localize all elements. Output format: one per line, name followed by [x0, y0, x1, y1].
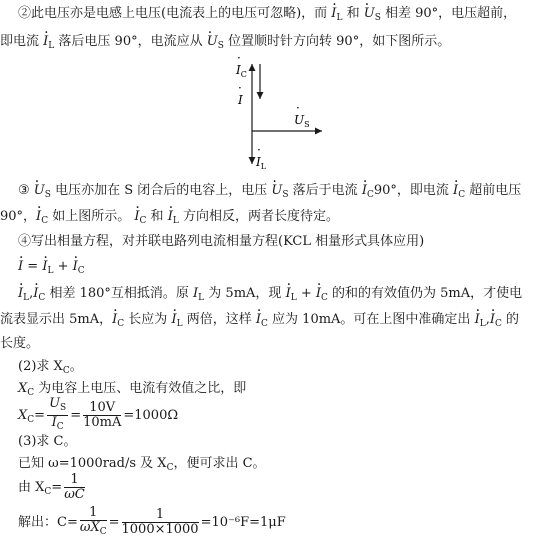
kcl-equation: · I = · $I_L$ + · $I_C$	[18, 259, 85, 279]
il-rms: $I_L$	[193, 286, 205, 303]
text: 电压亦加在 S 闭合后的电容上，电压	[55, 183, 268, 198]
phasor-il: · $I_L$	[331, 6, 342, 26]
text: 和	[346, 6, 360, 21]
text: 的和的有效值仍为 5mA，才使电	[332, 286, 523, 301]
para-4-line-3: 长度。	[0, 336, 40, 351]
phasor-il: · $I_L$	[18, 286, 29, 306]
svg-text:·: ·	[296, 101, 300, 115]
svg-text:·: ·	[238, 81, 242, 95]
text: 应为 10mA。可在上图中准确定出	[272, 312, 471, 327]
phasor-ic: · $I_C$	[134, 209, 146, 229]
section-2-desc: $X_C$ 为电容上电压、电流有效值之比，即	[18, 381, 247, 398]
text: 超前电压	[469, 183, 522, 198]
phasor-ic: · $I_C$	[256, 312, 268, 332]
phasor-i: · I	[18, 259, 23, 275]
text: 相差 90°，电压超前，	[385, 6, 517, 21]
text: 和	[150, 209, 164, 224]
text: 长应为	[128, 312, 168, 327]
c-solution: 解出：C= $\frac{1}{\omega X_C}$ = $\frac{1}{1000\times 1000}$ =10⁻⁶F=1μF	[18, 505, 286, 537]
xc-equation: $X_C=$ $\frac{U_S}{I_C}$ = $\frac{10V}{10mA}$ =1000Ω	[18, 396, 179, 432]
text: 90°，即电流	[373, 183, 449, 198]
phasor-ic: · $I_C$	[36, 209, 48, 229]
phasor-il: · $I_L$	[475, 312, 486, 332]
phasor-ic: · $I_C$	[453, 183, 465, 203]
para-4-line-2: 流表显示出 5mA，· $I_C$ 长应为 · $I_L$ 两倍，这样 · $I_C$ 应为 10mA。可在上图中准确定出 · $I_L,\cdot I_C$ 的	[0, 312, 519, 332]
il-label: $I_L$	[256, 155, 267, 171]
para-1-line-1	[18, 6, 516, 26]
phasor-il: · $I_L$	[42, 259, 53, 279]
svg-text:·: ·	[237, 54, 241, 65]
phasor-il: · $I_L$	[43, 34, 54, 54]
para-2-line-1	[18, 183, 521, 203]
text: 相差 180°互相抵消。原	[49, 286, 189, 301]
phasor-ic: · $I_C$	[33, 286, 45, 306]
text: 落后于电流	[292, 183, 358, 198]
text: 两倍，这样	[186, 312, 252, 327]
text: 方向相反，两者长度待定。	[182, 209, 339, 224]
phasor-ic: · $I_C$	[362, 183, 374, 203]
phasor-il: · $I_L$	[171, 312, 182, 332]
phasor-ic: · $I_C$	[73, 259, 85, 279]
section-3-known: 已知 ω=1000rad/s 及 $X_C$，便可求出 C。	[18, 456, 266, 473]
ic-label: $I_C$	[236, 63, 247, 79]
phasor-ic: · $I_C$	[112, 312, 124, 332]
para-2-line-2	[0, 209, 339, 229]
text: 的	[506, 312, 520, 327]
text: 落后电压 90°，电流应从	[58, 34, 203, 49]
text: 即电流	[0, 34, 40, 49]
phasor-ic: · $I_C$	[316, 286, 328, 306]
section-2-title: (2)求 $X_C$。	[18, 359, 83, 376]
phasor-il: · $I_L$	[168, 209, 179, 229]
phasor-us: · $U_S$	[271, 183, 288, 203]
svg-text:·: ·	[257, 143, 261, 157]
xc-formula: 由 $X_C=$ $\frac{1}{\omega C}$	[18, 472, 85, 502]
text: 如上图所示。	[52, 209, 131, 224]
phasor-us: · $U_S$	[34, 183, 51, 203]
us-label: $U_S$	[294, 113, 310, 129]
text: 流表显示出 5mA，	[0, 312, 113, 327]
para-1-line-2	[0, 34, 450, 54]
para-4-line-1: · $I_L,\cdot I_C$ 相差 180°互相抵消。原 $I_L$ 为 5mA，现 · $I_L$ + · $I_C$ 的和的有效值仍为 5mA，才使电	[18, 286, 522, 306]
i-label: I	[238, 93, 243, 107]
phasor-us: · $U_S$	[207, 34, 224, 54]
phasor-diagram	[222, 54, 332, 184]
text: ③	[18, 183, 30, 198]
section-3-title: (3)求 C。	[18, 434, 77, 449]
text: 为 5mA，现	[208, 286, 282, 301]
text: 90°，	[0, 209, 37, 224]
para-3: ④写出相量方程，对并联电路列电流相量方程(KCL 相量形式具体应用)	[18, 234, 425, 249]
phasor-us: · $U_S$	[364, 6, 381, 26]
text: ②此电压亦是电感上电压(电流表上的电压可忽略)，而	[18, 6, 328, 21]
text: 位置顺时针方向转 90°，如下图所示。	[228, 34, 451, 49]
phasor-ic: · $I_C$	[490, 312, 502, 332]
phasor-il: · $I_L$	[286, 286, 297, 306]
